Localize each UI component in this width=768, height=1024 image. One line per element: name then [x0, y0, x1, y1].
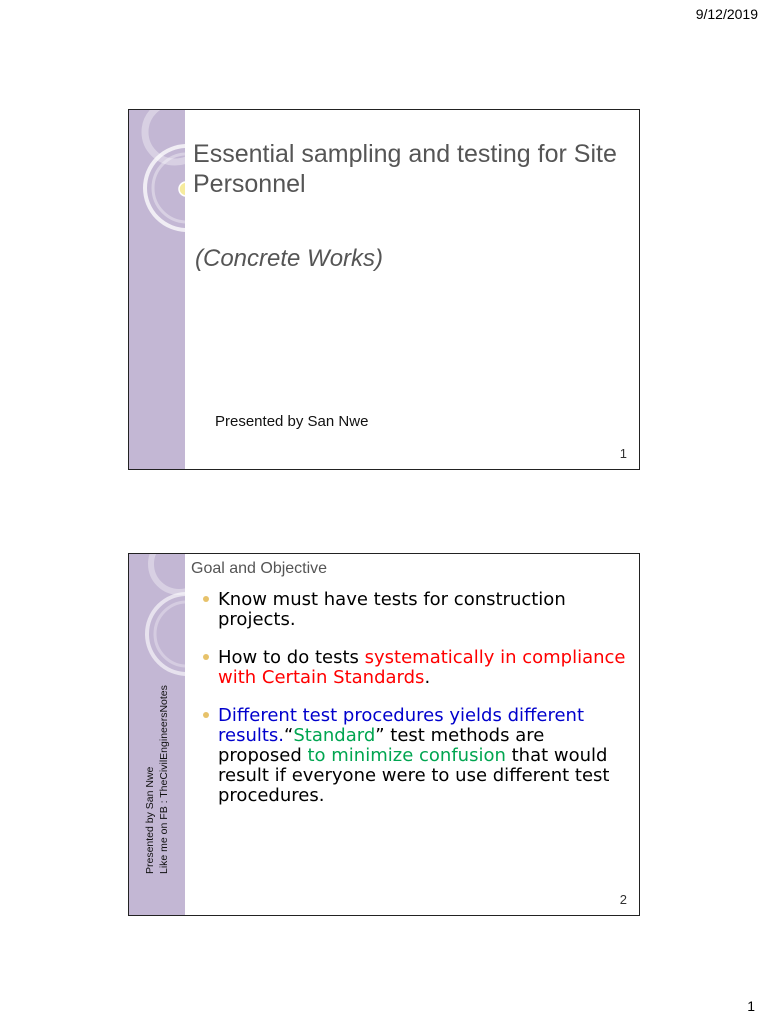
bullet-list [199, 590, 629, 824]
slide-number: 2 [619, 892, 627, 907]
bullet-dot-icon [203, 596, 209, 602]
decorative-side-band [129, 554, 185, 915]
slide-1 [128, 109, 640, 470]
decorative-side-band [129, 110, 185, 469]
circle-ornament-icon [129, 554, 185, 704]
bullet-dot-icon [203, 654, 209, 660]
page-number: 1 [747, 998, 755, 1014]
list-item: How to do tests systematically in compliance with Certain Standards. [199, 648, 629, 688]
presenter-line: Presented by San Nwe [215, 413, 369, 430]
slide-subtitle: (Concrete Works) [195, 245, 384, 272]
slide-heading: Goal and Objective [191, 560, 328, 577]
slide-2 [128, 553, 640, 916]
side-credit-text: Presented by San Nwe Like me on FB : TheCivilEngineersNotes [144, 685, 170, 874]
slide-number: 1 [619, 446, 627, 461]
list-item: Know must have tests for construction projects. [199, 590, 629, 630]
list-item: Different test procedures yields different results.“Standard” test methods are proposed to minimize confusion that would result if everyone were to use different test procedures. [199, 706, 629, 806]
print-date: 9/12/2019 [695, 6, 758, 22]
slide-title: Essential sampling and testing for Site Personnel [193, 140, 617, 198]
circle-ornament-icon [129, 110, 185, 310]
bullet-dot-icon [203, 712, 209, 718]
